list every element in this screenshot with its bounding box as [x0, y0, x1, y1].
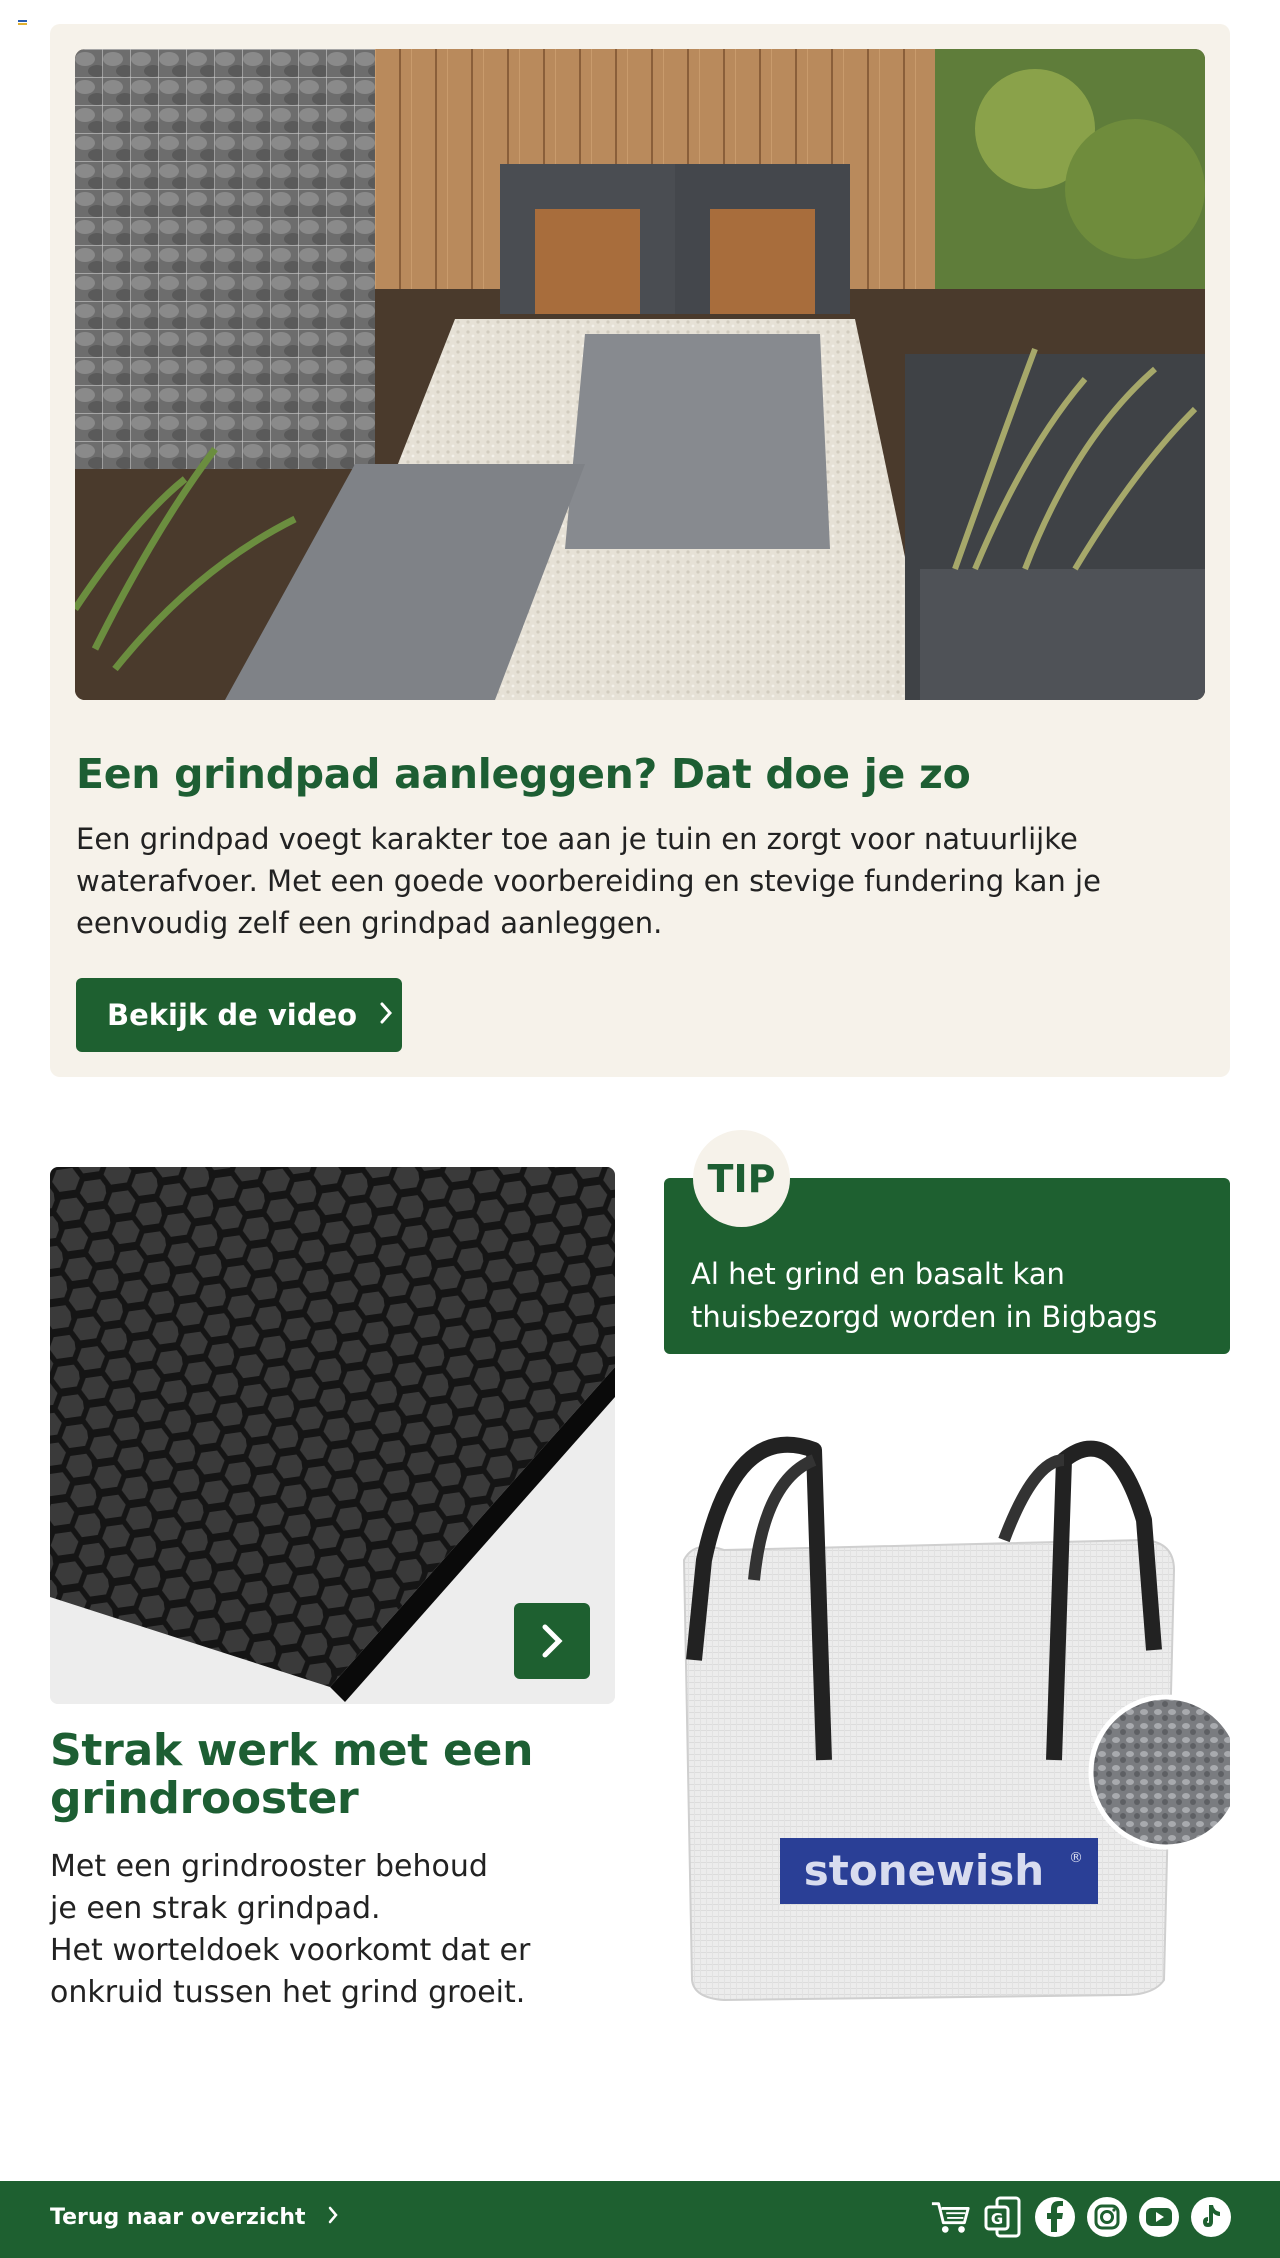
grid-section-text	[50, 1846, 610, 2014]
grid-text-line: Het worteldoek voorkomt dat er	[50, 1933, 531, 1968]
app-icon[interactable]	[982, 2194, 1024, 2240]
grid-text-line: onkruid tussen het grind groeit.	[50, 1975, 526, 2010]
garden-path-image[interactable]	[75, 49, 1205, 700]
chevron-right-icon	[379, 998, 393, 1032]
instagram-icon[interactable]	[1086, 2194, 1128, 2240]
grid-text-line: Met een grindrooster behoud	[50, 1849, 488, 1884]
hero-title: Een grindpad aanleggen? Dat doe je zo	[76, 750, 971, 798]
tip-text	[691, 1253, 1211, 1339]
tiktok-icon[interactable]	[1190, 2194, 1232, 2240]
hero-card	[50, 24, 1230, 1077]
bigbag-image[interactable]	[664, 1400, 1230, 2020]
back-to-overview-label: Terug naar overzicht	[50, 2205, 306, 2230]
tip-text-line: thuisbezorgd worden in Bigbags	[691, 1300, 1158, 1334]
bag-brand-label: stonewish	[803, 1846, 1045, 1895]
tip-text-line: Al het grind en basalt kan	[691, 1257, 1065, 1291]
hero-description: Een grindpad voegt karakter toe aan je tuin en zorgt voor natuurlijke waterafvoer. Met een goede voorbereiding en stevige fundering kan je eenvoudig zelf een grindpad aanleggen.	[76, 822, 1101, 940]
watch-video-label: Bekijk de video	[107, 998, 358, 1032]
grid-next-button[interactable]	[514, 1603, 590, 1679]
registered-mark: ®	[1069, 1850, 1083, 1866]
watch-video-button[interactable]	[76, 978, 402, 1052]
youtube-icon[interactable]	[1138, 2194, 1180, 2240]
grid-section-title: Strak werk met een grindrooster	[50, 1725, 534, 1824]
cart-icon[interactable]	[930, 2194, 972, 2240]
tip-badge: TIP	[693, 1130, 790, 1227]
svg-text:G: G	[990, 2210, 1004, 2228]
back-to-overview-link[interactable]	[50, 2205, 338, 2230]
footer-bar	[0, 2181, 1280, 2258]
flag-icon	[18, 20, 27, 27]
grid-text-line: je een strak grindpad.	[50, 1891, 381, 1926]
facebook-icon[interactable]	[1034, 2194, 1076, 2240]
chevron-right-icon	[537, 1621, 567, 1661]
chevron-right-icon	[328, 2205, 338, 2230]
footer-icons	[930, 2194, 1232, 2240]
